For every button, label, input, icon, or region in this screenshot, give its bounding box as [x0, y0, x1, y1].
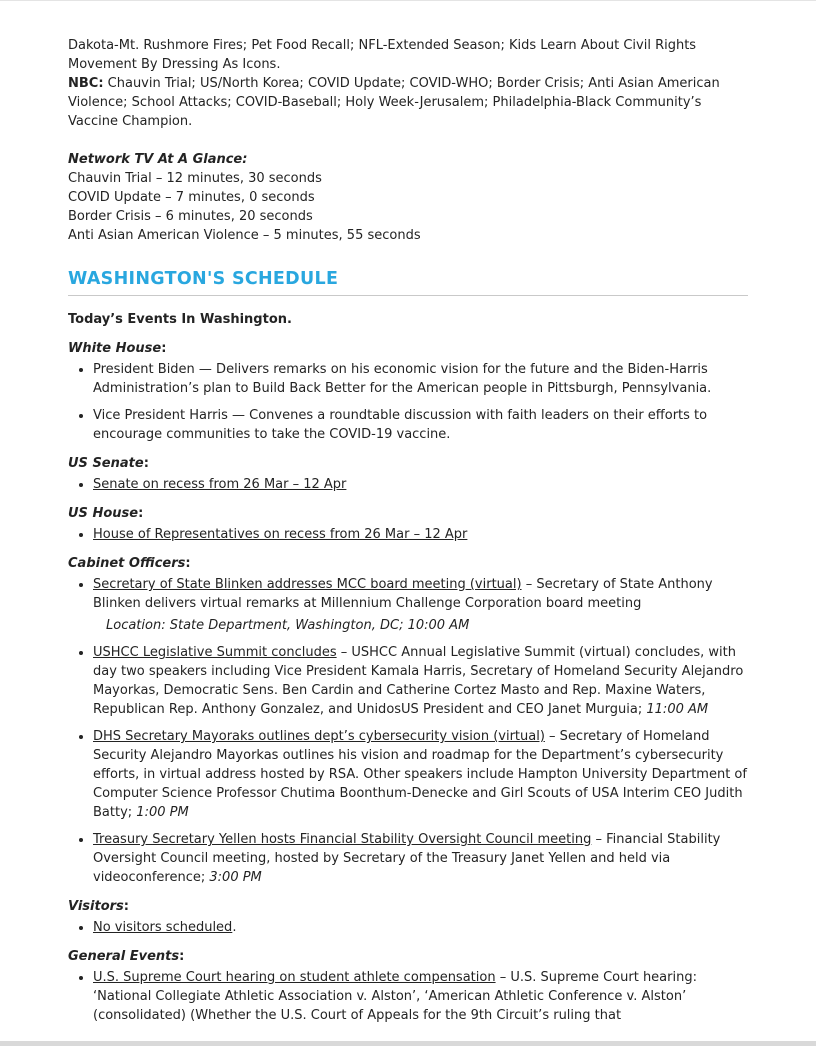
us-senate-events — [68, 475, 748, 494]
subhead-colon: : — [161, 341, 167, 356]
subhead-visitors — [68, 897, 748, 916]
event-link[interactable]: USHCC Legislative Summit concludes — [93, 645, 337, 660]
visitors-events — [68, 918, 748, 937]
event-time: 1:00 PM — [136, 805, 189, 820]
event-text: President Biden — Delivers remarks on his economic vision for the future and the Biden-Harris Administration’s plan to Build Back Better for the American people in Pittsburgh, Pennsylvania. — [93, 362, 712, 396]
network-summary-continuation: Dakota-Mt. Rushmore Fires; Pet Food Recall; NFL-Extended Season; Kids Learn About Civil Rights Movement By Dressing As Icons. — [68, 38, 697, 72]
event-item — [93, 918, 748, 937]
event-text: . — [232, 920, 237, 935]
glance-item: COVID Update – 7 minutes, 0 seconds — [68, 190, 315, 205]
glance-item: Border Crisis – 6 minutes, 20 seconds — [68, 209, 313, 224]
event-item — [93, 643, 748, 719]
glance-item: Anti Asian American Violence – 5 minutes, 55 seconds — [68, 228, 421, 243]
glance-item: Chauvin Trial – 12 minutes, 30 seconds — [68, 171, 322, 186]
glance-heading: Network TV At A Glance: — [68, 152, 248, 167]
subhead-colon: : — [143, 456, 149, 471]
event-time: 3:00 PM — [209, 870, 262, 885]
event-item — [93, 406, 748, 444]
subhead-colon: : — [179, 949, 185, 964]
cabinet-officers-events — [68, 575, 748, 887]
subhead-colon: : — [138, 506, 144, 521]
event-text: – Secretary of Homeland Security Alejandro Mayorkas outlines his vision and roadmap for the Department’s cybersecurity efforts, in virtual address hosted by RSA. Other speakers include Hampton University Department of Computer Science Professor Chutima Boonthum-Denecke and Girl Scouts of USA Interim CEO Judith Batty; — [93, 729, 747, 820]
subhead-label: General Events — [68, 949, 180, 964]
nbc-summary — [68, 74, 748, 131]
page-top-edge — [0, 0, 816, 1]
subhead-label: Visitors — [68, 899, 124, 914]
subhead-colon: : — [123, 899, 129, 914]
event-location: Location: State Department, Washington, DC; 10:00 AM — [106, 618, 470, 633]
subhead-label: US Senate — [68, 456, 144, 471]
event-item — [93, 575, 748, 635]
event-item — [93, 830, 748, 887]
event-link[interactable]: Treasury Secretary Yellen hosts Financial Stability Oversight Council meeting — [93, 832, 592, 847]
event-link[interactable]: DHS Secretary Mayoraks outlines dept’s cybersecurity vision (virtual) — [93, 729, 545, 744]
subhead-label: White House — [68, 341, 162, 356]
nbc-label: NBC: — [68, 76, 104, 91]
event-link[interactable]: House of Representatives on recess from 26 Mar – 12 Apr — [93, 527, 468, 542]
event-time: 11:00 AM — [646, 702, 709, 717]
event-link[interactable]: No visitors scheduled — [93, 920, 233, 935]
event-item — [93, 968, 748, 1025]
white-house-events — [68, 360, 748, 444]
event-item — [93, 525, 748, 544]
general-events — [68, 968, 748, 1025]
subhead-label: US House — [68, 506, 139, 521]
event-text: – Financial Stability Oversight Council meeting, hosted by Secretary of the Treasury Janet Yellen and held via videoconference; — [93, 832, 721, 885]
event-link[interactable]: Secretary of State Blinken addresses MCC board meeting (virtual) — [93, 577, 522, 592]
subhead-general-events — [68, 947, 748, 966]
event-link[interactable]: Senate on recess from 26 Mar – 12 Apr — [93, 477, 347, 492]
subhead-white-house — [68, 339, 748, 358]
washingtons-schedule-heading: WASHINGTON'S SCHEDULE — [68, 269, 339, 289]
subhead-us-house — [68, 504, 748, 523]
event-text: – USHCC Annual Legislative Summit (virtual) concludes, with day two speakers including Vice President Kamala Harris, Secretary of Homeland Security Alejandro Mayorkas, Democratic Sens. Ben Cardin and Catherine Cortez Masto and Rep. Maxine Waters, Republican Rep. Anthony Gonzalez, and UnidosUS President and CEO Janet Murguia; — [93, 645, 744, 717]
subhead-us-senate — [68, 454, 748, 473]
subhead-cabinet-officers — [68, 554, 748, 573]
event-text: Vice President Harris — Convenes a roundtable discussion with faith leaders on their efforts to encourage communities to take the COVID-19 vaccine. — [93, 408, 708, 442]
event-text: – Secretary of State Anthony Blinken delivers virtual remarks at Millennium Challenge Corporation board meeting — [93, 577, 713, 611]
us-house-events — [68, 525, 748, 544]
nbc-text: Chauvin Trial; US/North Korea; COVID Update; COVID-WHO; Border Crisis; Anti Asian American Violence; School Attacks; COVID-Baseball; Holy Week-Jerusalem; Philadelphia-Black Community’s Vaccine Champion. — [68, 76, 720, 129]
event-item — [93, 727, 748, 822]
subhead-label: Cabinet Officers — [68, 556, 186, 571]
event-item — [93, 475, 748, 494]
event-link[interactable]: U.S. Supreme Court hearing on student athlete compensation — [93, 970, 496, 985]
subhead-colon: : — [185, 556, 191, 571]
event-item — [93, 360, 748, 398]
page-divider — [0, 1041, 816, 1046]
schedule-intro: Today’s Events In Washington. — [68, 312, 292, 327]
heading-rule — [68, 295, 748, 296]
event-text: – U.S. Supreme Court hearing: ‘National Collegiate Athletic Association v. Alston’, ‘American Athletic Conference v. Alston’ (consolidated) (Whether the U.S. Court of Appeals for the 9th Circuit’s ruling that — [93, 970, 697, 1023]
